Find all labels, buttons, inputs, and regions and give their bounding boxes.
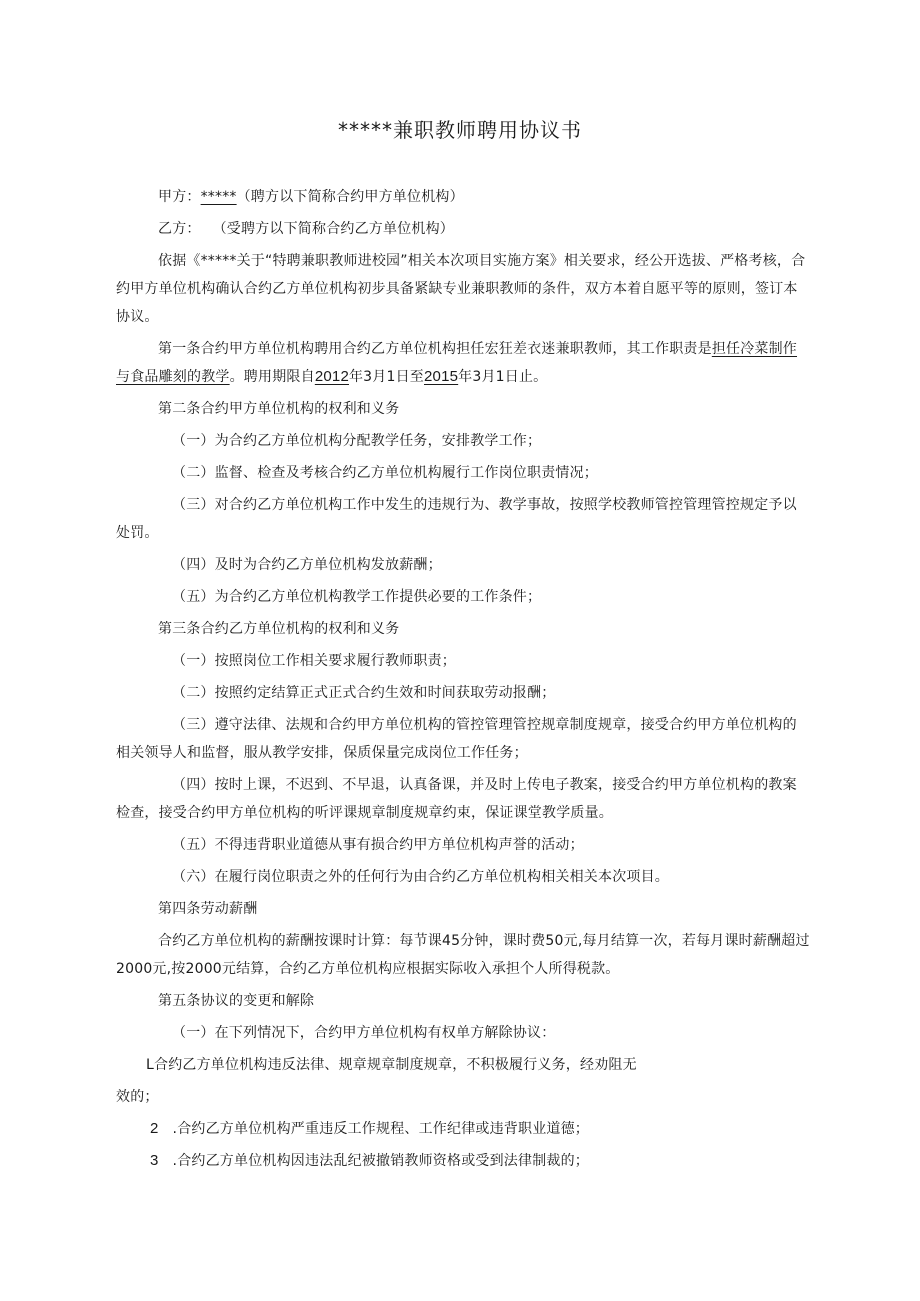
start-year: 2012 xyxy=(314,368,349,385)
article-2-item: （二）监督、检查及考核合约乙方单位机构履行工作岗位职责情况； xyxy=(172,465,598,481)
article-5-heading: 第五条协议的变更和解除 xyxy=(158,993,315,1009)
article-5-clause-3: 3 .合约乙方单位机构因违法乱纪被撤销教师资格或受到法律制裁的； xyxy=(150,1152,589,1169)
document-body xyxy=(116,183,810,1175)
party-b-label: 乙方： xyxy=(158,221,201,237)
article-2-item: （五）为合约乙方单位机构教学工作提供必要的工作条件； xyxy=(172,589,542,605)
article-3-item: （五）不得违背职业道德从事有损合约甲方单位机构声誉的活动； xyxy=(172,837,584,853)
article-3-heading: 第三条合约乙方单位机构的权利和义务 xyxy=(158,621,400,637)
article-5-clause-2: 2 .合约乙方单位机构严重违反工作规程、工作纪律或违背职业道德； xyxy=(150,1120,589,1137)
party-a-line xyxy=(116,183,810,211)
end-year: 2015 xyxy=(424,368,459,385)
party-b-note: （受聘方以下简称合约乙方单位机构） xyxy=(212,221,455,237)
preamble: 依据《*****关于“特聘兼职教师进校园”相关本次项目实施方案》相关要求，经公开选拔、严格考核，合约甲方单位机构确认合约乙方单位机构初步具备紧缺专业兼职教师的条件，双方本着自愿平等的原则，签订本协议。 xyxy=(116,253,806,325)
party-a-name: ***** xyxy=(200,189,237,205)
document-title: *****兼职教师聘用协议书 xyxy=(338,118,582,142)
article-4-heading: 第四条劳动薪酬 xyxy=(158,901,258,917)
article-5-clause-1: L合约乙方单位机构违反法律、规章规章制度规章，不积极履行义务，经劝阻无 xyxy=(146,1057,637,1073)
article-3-item: （一）按照岗位工作相关要求履行教师职责； xyxy=(172,653,456,669)
article-3-item: （六）在履行岗位职责之外的任何行为由合约乙方单位机构相关相关本次项目。 xyxy=(172,869,669,885)
party-b-line xyxy=(116,215,810,243)
article-3-item: （二）按照约定结算正式正式合约生效和时间获取劳动报酬； xyxy=(172,685,556,701)
article-1: 第一条合约甲方单位机构聘用合约乙方单位机构担任宏狂差衣迷兼职教师，其工作职责是担任冷菜制作与食品雕刻的教学。聘用期限自2012年3月1日至2015年3月1日止。 xyxy=(116,341,798,385)
article-2-heading: 第二条合约甲方单位机构的权利和义务 xyxy=(158,401,400,417)
party-a-note: （聘方以下简称合约甲方单位机构） xyxy=(236,189,464,205)
article-3-item: （三）遵守法律、法规和合约甲方单位机构的管控管理管控规章制度规章，接受合约甲方单位机构的相关领导人和监督，服从教学安排，保质保量完成岗位工作任务； xyxy=(116,717,797,761)
article-5-sub-1: （一）在下列情况下，合约甲方单位机构有权单方解除协议： xyxy=(172,1025,556,1041)
article-2-item: （三）对合约乙方单位机构工作中发生的违规行为、教学事故，按照学校教师管控管理管控规定予以处罚。 xyxy=(116,497,797,541)
article-2-item: （四）及时为合约乙方单位机构发放薪酬； xyxy=(172,557,442,573)
article-4-text: 合约乙方单位机构的薪酬按课时计算：每节课45分钟，课时费50元,每月结算一次，若每月课时薪酬超过2000元,按2000元结算，合约乙方单位机构应根据实际收入承担个人所得税款。 xyxy=(116,933,810,977)
article-3-item: （四）按时上课，不迟到、不早退，认真备课，并及时上传电子教案，接受合约甲方单位机构的教案检查，接受合约甲方单位机构的听评课规章制度规章约束，保证课堂教学质量。 xyxy=(116,777,797,821)
article-5-clause-1-cont: 效的； xyxy=(116,1089,159,1105)
party-a-label: 甲方： xyxy=(158,189,201,205)
article-1-duty: 担任冷菜制作与食品雕刻的教学 xyxy=(116,341,798,385)
article-2-item: （一）为合约乙方单位机构分配教学任务，安排教学工作； xyxy=(172,433,542,449)
